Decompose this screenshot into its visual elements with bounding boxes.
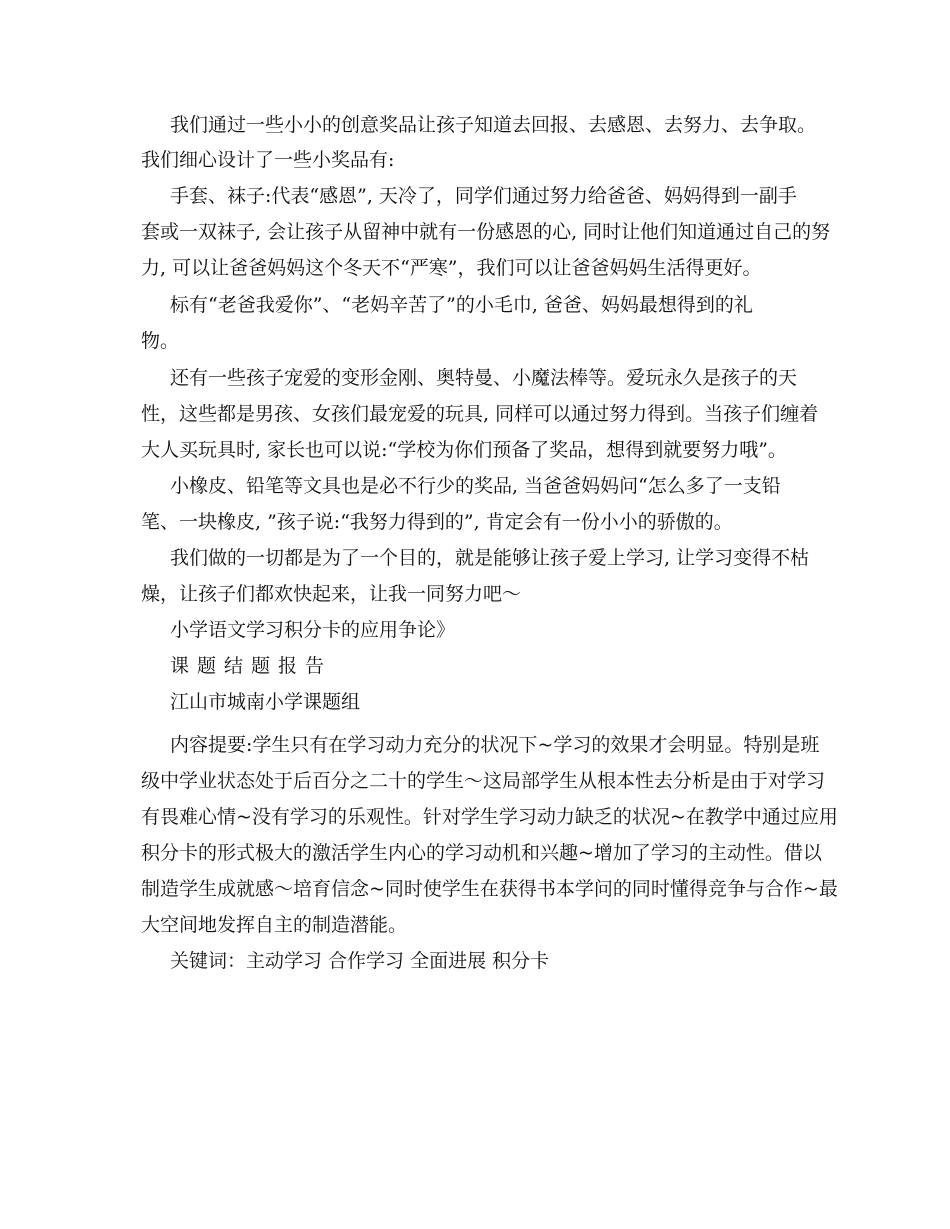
report-heading: 课题结题报告 — [170, 655, 333, 677]
abstract-line: 级中学业状态处于后百分之二十的学生～这局部学生从根本性去分析是由于对学习 — [141, 770, 826, 792]
section-title-line: 小学语文学习积分卡的应用争论》 — [170, 619, 456, 641]
paragraph-line: 物。 — [141, 330, 180, 352]
abstract-line: 制造学生成就感～培育信念~同时使学生在获得书本学问的同时懂得竞争与合作~最 — [141, 878, 838, 900]
paragraph-line: 燥，让孩子们都欢快起来，让我一同努力吧～ — [141, 583, 522, 605]
paragraph-line: 笔、一块橡皮, ”孩子说:“我努力得到的”, 肯定会有一份小小的骄傲的。 — [141, 511, 733, 533]
paragraph-line: 手套、袜子:代表“感恩”, 天冷了，同学们通过努力给爸爸、妈妈得到一副手 — [170, 185, 797, 207]
paragraph-line: 套或一双袜子, 会让孩子从留神中就有一份感恩的心, 同时让他们知道通过自己的努 — [141, 221, 831, 243]
paragraph-line: 性，这些都是男孩、女孩们最宠爱的玩具, 同样可以通过努力得到。当孩子们缠着 — [141, 403, 819, 425]
abstract-line: 大空间地发挥自主的制造潜能。 — [141, 914, 408, 936]
abstract-line: 有畏难心情~没有学习的乐观性。针对学生学习动力缺乏的状况~在教学中通过应用 — [141, 806, 838, 828]
paragraph-line: 还有一些孩子宠爱的变形金刚、奥特曼、小魔法棒等。爱玩永久是孩子的天 — [170, 367, 798, 389]
paragraph-line: 小橡皮、铅笔等文具也是必不行少的奖品, 当爸爸妈妈问“怎么多了一支铅 — [170, 475, 781, 497]
paragraph-line: 我们做的一切都是为了一个目的，就是能够让孩子爱上学习, 让学习变得不枯 — [170, 547, 810, 569]
paragraph-line: 力, 可以让爸爸妈妈这个冬天不“严寒”，我们可以让爸爸妈妈生活得更好。 — [141, 257, 762, 279]
author-group: 江山市城南小学课题组 — [170, 691, 361, 713]
abstract-line: 积分卡的形式极大的激活学生内心的学习动机和兴趣~增加了学习的主动性。借以 — [141, 842, 822, 864]
paragraph-line: 我们通过一些小小的创意奖品让孩子知道去回报、去感恩、去努力、去争取。 — [170, 114, 817, 136]
paragraph-line: 大人买玩具时, 家长也可以说:“学校为你们预备了奖品，想得到就要努力哦”。 — [141, 439, 787, 461]
paragraph-line: 我们细心设计了一些小奖品有: — [141, 149, 395, 171]
paragraph-line: 标有“老爸我爱你”、“老妈辛苦了”的小毛巾, 爸爸、妈妈最想得到的礼 — [170, 294, 753, 316]
keywords-line: 关键词：主动学习 合作学习 全面进展 积分卡 — [170, 950, 550, 972]
abstract-line: 内容提要:学生只有在学习动力充分的状况下~学习的效果才会明显。特别是班 — [170, 734, 820, 756]
